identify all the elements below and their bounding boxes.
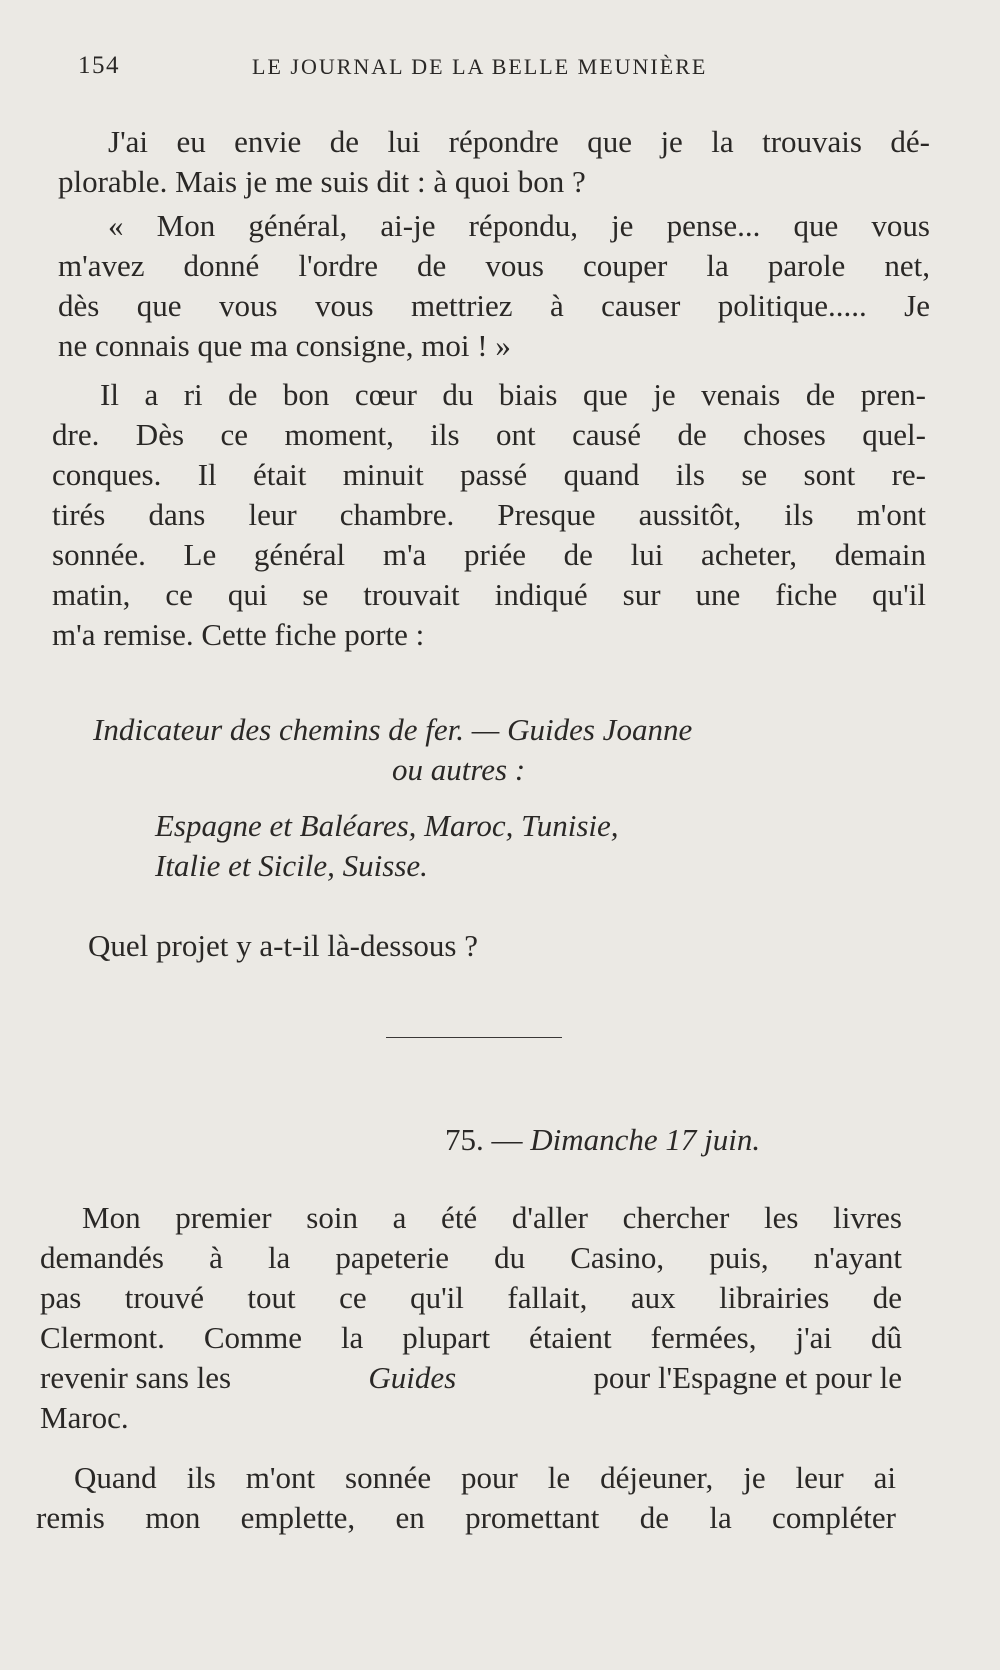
entry-date: Dimanche 17 juin. bbox=[530, 1122, 761, 1157]
section-divider bbox=[386, 1037, 562, 1038]
text-line: m'avez donné l'ordre de vous couper la parole net, bbox=[58, 248, 930, 283]
running-head: LE JOURNAL DE LA BELLE MEUNIÈRE bbox=[252, 54, 708, 79]
page-header bbox=[78, 52, 778, 92]
question-line: Quel projet y a-t-il là-dessous ? bbox=[88, 928, 478, 963]
text-line: sonnée. Le général m'a priée de lui acheter, demain bbox=[52, 537, 926, 572]
note-line: Italie et Sicile, Suisse. bbox=[155, 848, 428, 883]
page-number: 154 bbox=[78, 52, 120, 79]
text-line: J'ai eu envie de lui répondre que je la trouvais dé- bbox=[108, 124, 930, 159]
text-line: revenir sans les Guides pour l'Espagne et pour le bbox=[40, 1360, 902, 1395]
text-line: Mon premier soin a été d'aller chercher les livres bbox=[82, 1200, 902, 1235]
text-line: dès que vous vous mettriez à causer politique..... Je bbox=[58, 288, 930, 323]
text-line: ne connais que ma consigne, moi ! » bbox=[58, 328, 511, 363]
text-line: m'a remise. Cette fiche porte : bbox=[52, 617, 425, 652]
text-line: Maroc. bbox=[40, 1400, 129, 1435]
text-line: conques. Il était minuit passé quand ils se sont re- bbox=[52, 457, 926, 492]
entry-number: 75. — bbox=[445, 1122, 523, 1157]
entry-heading bbox=[445, 1122, 760, 1158]
text-line: remis mon emplette, en promettant de la compléter bbox=[36, 1500, 896, 1535]
text-line: Clermont. Comme la plupart étaient fermées, j'ai dû bbox=[40, 1320, 902, 1355]
text-line: plorable. Mais je me suis dit : à quoi bon ? bbox=[58, 164, 586, 199]
text-line: tirés dans leur chambre. Presque aussitôt, ils m'ont bbox=[52, 497, 926, 532]
note-line: Espagne et Baléares, Maroc, Tunisie, bbox=[155, 808, 619, 843]
text-line: dre. Dès ce moment, ils ont causé de choses quel- bbox=[52, 417, 926, 452]
text-line: matin, ce qui se trouvait indiqué sur une fiche qu'il bbox=[52, 577, 926, 612]
text-line: Il a ri de bon cœur du biais que je venais de pren- bbox=[100, 377, 926, 412]
text-line: Quand ils m'ont sonnée pour le déjeuner, je leur ai bbox=[74, 1460, 896, 1495]
text-line: pas trouvé tout ce qu'il fallait, aux librairies de bbox=[40, 1280, 902, 1315]
note-line: Indicateur des chemins de fer. — Guides Joanne bbox=[93, 712, 693, 747]
note-line: ou autres : bbox=[392, 752, 526, 787]
text-line: « Mon général, ai-je répondu, je pense... que vous bbox=[108, 208, 930, 243]
text-line: demandés à la papeterie du Casino, puis, n'ayant bbox=[40, 1240, 902, 1275]
